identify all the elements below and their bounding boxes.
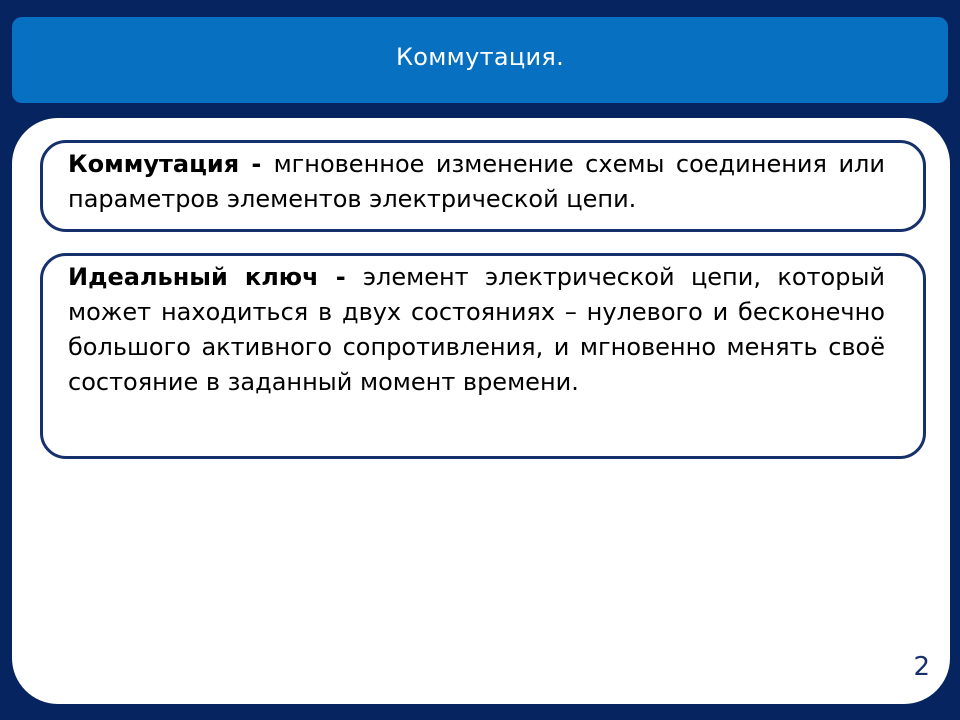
- definition-term: Идеальный ключ -: [68, 263, 363, 291]
- definition-ideal-key: [68, 260, 885, 400]
- page-number: 2: [913, 652, 930, 682]
- definition-commutation: [68, 147, 885, 217]
- definition-body: элемент электрической цепи, который может находиться в двух состояниях – нулевого и бесконечно большого активного сопротивления, и мгновенно менять своё состояние в заданный момент времени.: [68, 263, 886, 396]
- slide-title: Коммутация.: [395, 43, 565, 71]
- title-bar: [12, 17, 948, 103]
- definition-term: Коммутация -: [68, 150, 274, 178]
- definition-body: мгновенное изменение схемы соединения или параметров элементов электрической цепи.: [68, 150, 885, 213]
